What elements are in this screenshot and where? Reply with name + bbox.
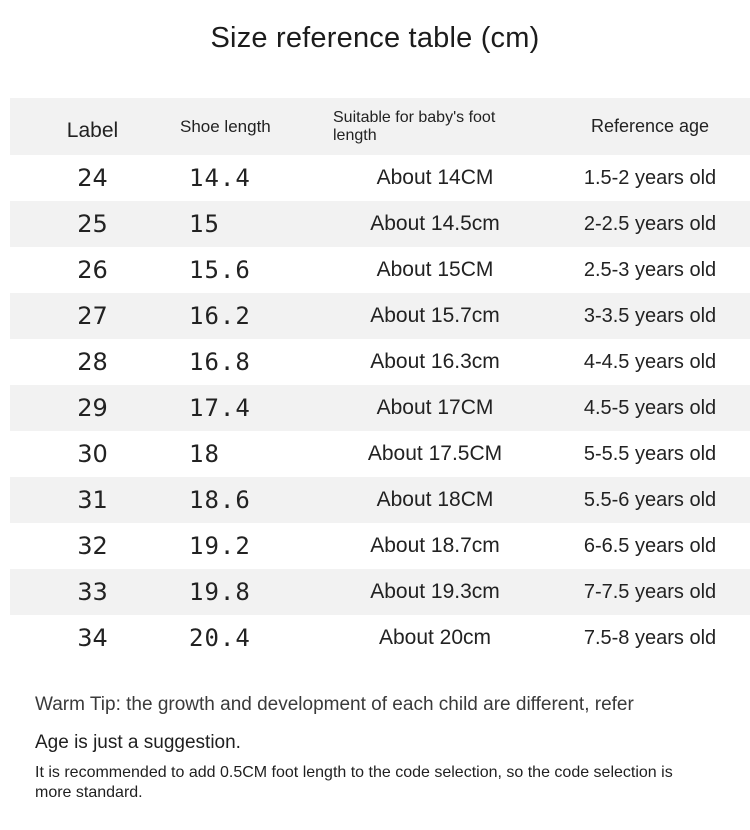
warm-tip: Warm Tip: the growth and development of each child are different, refer bbox=[35, 694, 634, 715]
row-label: 32 bbox=[77, 532, 108, 560]
row-reference-age: 5.5-6 years old bbox=[583, 488, 717, 511]
notes bbox=[35, 693, 735, 803]
header-reference-age: Reference age bbox=[590, 116, 710, 136]
row-shoe-length: 14.4 bbox=[189, 164, 251, 192]
table-header bbox=[10, 98, 750, 155]
row-label: 26 bbox=[77, 256, 108, 284]
header-shoe-length: Shoe length bbox=[180, 116, 271, 136]
row-label: 34 bbox=[77, 624, 108, 652]
recommendation-note: It is recommended to add 0.5CM foot length to the code selection, so the code selection is more standard. bbox=[35, 764, 673, 801]
row-label: 28 bbox=[77, 348, 108, 376]
row-shoe-length: 16.8 bbox=[189, 348, 251, 376]
row-foot-length: About 17CM bbox=[376, 396, 494, 419]
row-reference-age: 1.5-2 years old bbox=[583, 166, 717, 189]
table-row bbox=[10, 569, 750, 615]
row-reference-age: 4.5-5 years old bbox=[583, 396, 717, 419]
row-foot-length: About 19.3cm bbox=[370, 580, 500, 603]
row-foot-length: About 14CM bbox=[376, 166, 494, 189]
row-reference-age: 3-3.5 years old bbox=[583, 304, 717, 327]
table-row bbox=[10, 431, 750, 477]
table-row bbox=[10, 201, 750, 247]
row-shoe-length: 20.4 bbox=[189, 624, 251, 652]
header-foot-length: Suitable for baby's foot length bbox=[333, 108, 496, 144]
page-title: Size reference table (cm) bbox=[210, 22, 540, 54]
row-foot-length: About 15.7cm bbox=[370, 304, 500, 327]
row-shoe-length: 16.2 bbox=[189, 302, 251, 330]
row-shoe-length: 19.8 bbox=[189, 578, 251, 606]
header-label: Label bbox=[66, 118, 119, 142]
table-row bbox=[10, 477, 750, 523]
row-reference-age: 7-7.5 years old bbox=[583, 580, 717, 603]
row-reference-age: 2.5-3 years old bbox=[583, 258, 717, 281]
row-reference-age: 4-4.5 years old bbox=[583, 350, 717, 373]
row-label: 30 bbox=[77, 440, 108, 468]
row-label: 33 bbox=[77, 578, 108, 606]
row-label: 25 bbox=[77, 210, 108, 238]
table-row bbox=[10, 155, 750, 201]
row-foot-length: About 14.5cm bbox=[370, 212, 500, 235]
row-reference-age: 6-6.5 years old bbox=[583, 534, 717, 557]
row-shoe-length: 18.6 bbox=[189, 486, 251, 514]
row-foot-length: About 16.3cm bbox=[370, 350, 500, 373]
table-row bbox=[10, 339, 750, 385]
size-table bbox=[10, 98, 750, 661]
row-shoe-length: 19.2 bbox=[189, 532, 251, 560]
row-shoe-length: 17.4 bbox=[189, 394, 251, 422]
row-shoe-length: 18 bbox=[189, 440, 220, 468]
age-suggestion-note: Age is just a suggestion. bbox=[35, 732, 241, 753]
row-foot-length: About 17.5CM bbox=[367, 442, 503, 465]
table-row bbox=[10, 523, 750, 569]
row-foot-length: About 18CM bbox=[376, 488, 494, 511]
row-shoe-length: 15.6 bbox=[189, 256, 251, 284]
table-row bbox=[10, 247, 750, 293]
row-label: 31 bbox=[77, 486, 108, 514]
table-row bbox=[10, 385, 750, 431]
row-label: 27 bbox=[77, 302, 108, 330]
row-shoe-length: 15 bbox=[189, 210, 220, 238]
table-row bbox=[10, 615, 750, 661]
row-foot-length: About 20cm bbox=[378, 626, 492, 649]
table-body bbox=[10, 155, 750, 661]
row-reference-age: 2-2.5 years old bbox=[583, 212, 717, 235]
row-foot-length: About 18.7cm bbox=[370, 534, 500, 557]
row-reference-age: 7.5-8 years old bbox=[583, 626, 717, 649]
row-reference-age: 5-5.5 years old bbox=[583, 442, 717, 465]
row-label: 29 bbox=[77, 394, 108, 422]
table-row bbox=[10, 293, 750, 339]
row-foot-length: About 15CM bbox=[376, 258, 494, 281]
row-label: 24 bbox=[77, 164, 108, 192]
